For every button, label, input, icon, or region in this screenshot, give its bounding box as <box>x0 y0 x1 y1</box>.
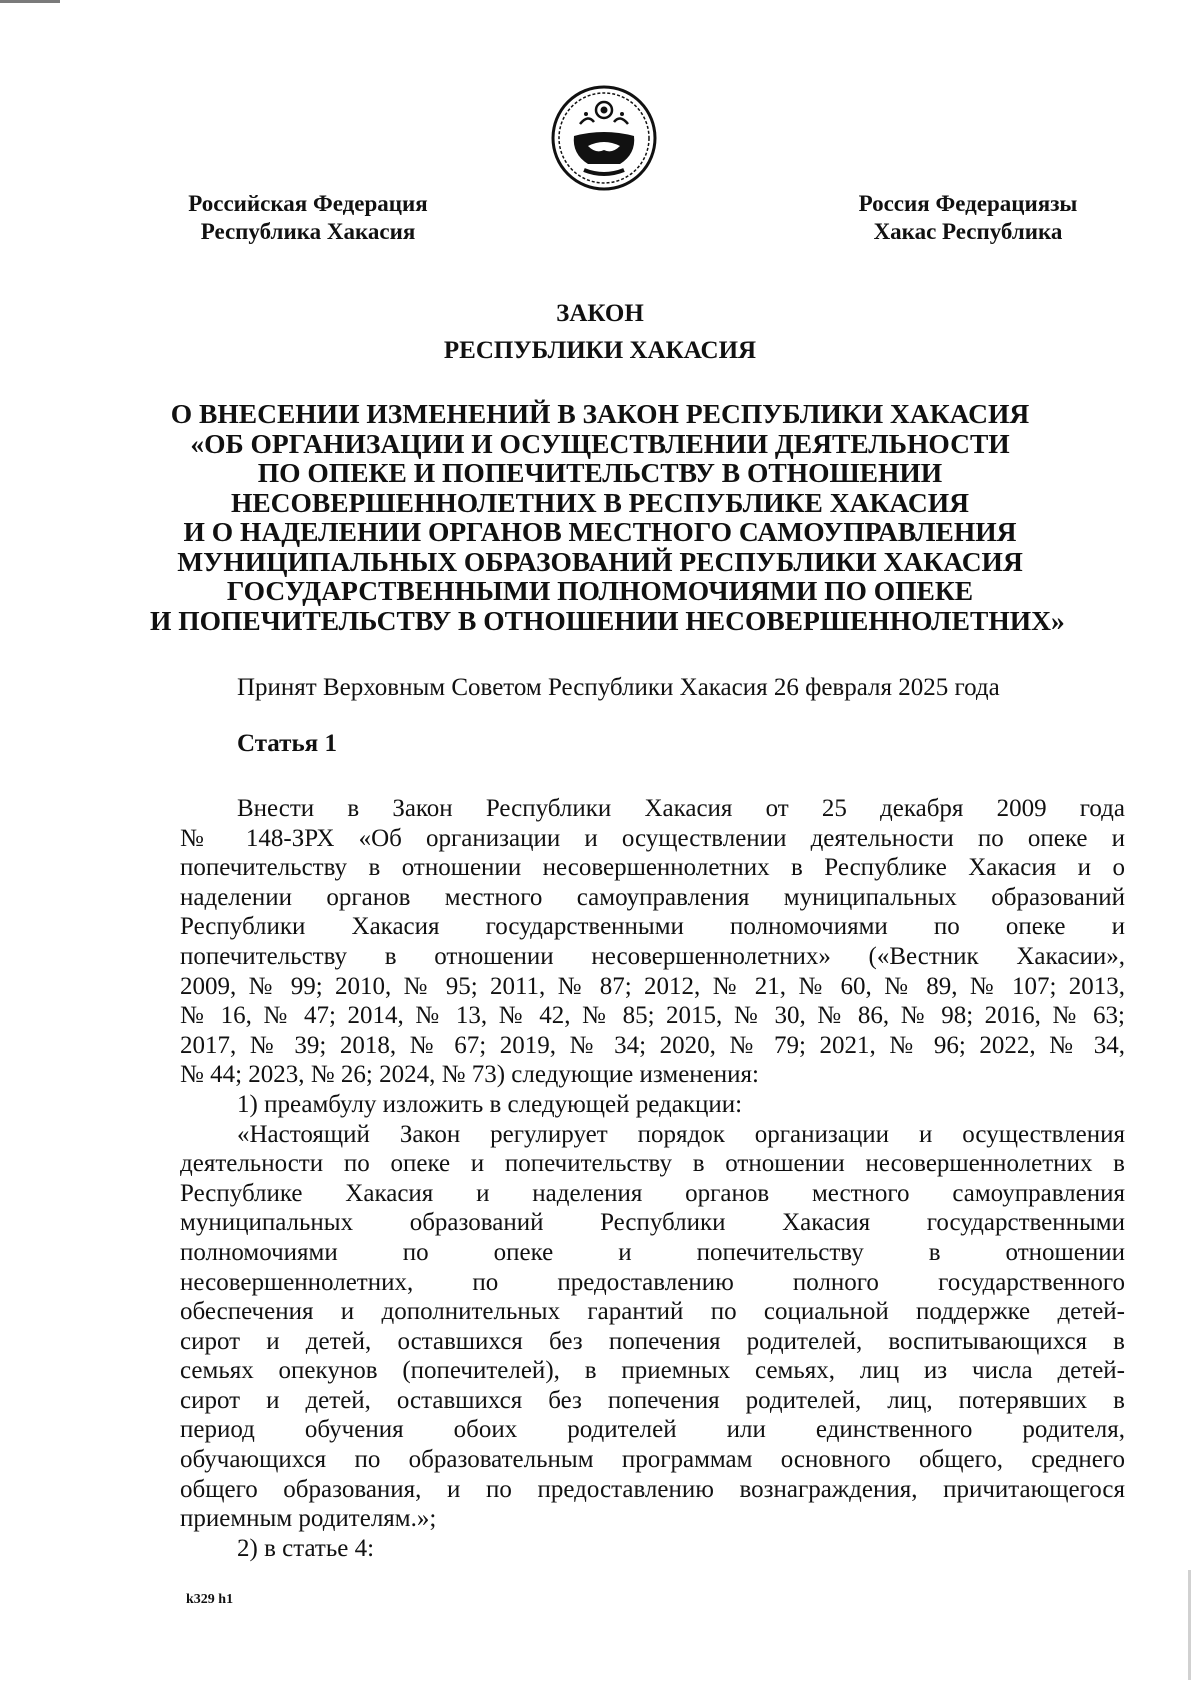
body-line: № 16, № 47; 2014, № 13, № 42, № 85; 2015, № 30, № 86, № 98; 2016, № 63; <box>180 1002 1125 1030</box>
scan-artifact <box>1188 1570 1191 1680</box>
body-line: приемным родителям.»; <box>180 1505 437 1533</box>
body-line: общего образования, и по предоставлению вознаграждения, причитающегося <box>180 1475 1125 1503</box>
title-line: О ВНЕСЕНИИ ИЗМЕНЕНИЙ В ЗАКОН РЕСПУБЛИКИ ХАКАСИЯ <box>170 398 1030 429</box>
coat-of-arms-icon <box>550 84 658 192</box>
body-line: № 44; 2023, № 26; 2024, № 73) следующие изменения: <box>180 1061 759 1089</box>
body-line: обеспечения и дополнительных гарантий по социальной поддержке детей- <box>180 1298 1125 1326</box>
header-left-republic: Республика Хакасия <box>200 219 416 244</box>
body-line: полномочиями по опеке и попечительству в отношении <box>180 1238 1125 1266</box>
body-line: № 148-ЗРХ «Об организации и осуществлении деятельности по опеке и <box>180 824 1125 852</box>
title-line: И ПОПЕЧИТЕЛЬСТВУ В ОТНОШЕНИИ НЕСОВЕРШЕННОЛЕТНИХ» <box>150 604 1065 636</box>
body-line: наделении органов местного самоуправления муниципальных образований <box>180 883 1125 911</box>
body-line: сирот и детей, оставшихся без попечения родителей, воспитывающихся в <box>180 1327 1125 1355</box>
article-body <box>180 794 1125 1563</box>
header-right-country: Россия Федерациязы <box>858 191 1078 216</box>
law-heading: ЗАКОН <box>556 300 644 327</box>
body-line: «Настоящий Закон регулирует порядок организации и осуществления <box>237 1120 1125 1148</box>
adoption-note: Принят Верховным Советом Республики Хакасия 26 февраля 2025 года <box>237 674 1000 701</box>
title-line: ПО ОПЕКЕ И ПОПЕЧИТЕЛЬСТВУ В ОТНОШЕНИИ <box>257 457 943 488</box>
header-right <box>838 190 1098 246</box>
body-line: Республики Хакасия государственными полномочиями по опеке и <box>180 913 1125 941</box>
body-line: попечительству в отношении несовершеннолетних» («Вестник Хакасии», <box>180 942 1125 970</box>
body-line: несовершеннолетних, по предоставлению полного государственного <box>180 1268 1125 1296</box>
body-line: попечительству в отношении несовершеннолетних в Республике Хакасия и о <box>180 854 1125 882</box>
title-line: И О НАДЕЛЕНИИ ОРГАНОВ МЕСТНОГО САМОУПРАВЛЕНИЯ <box>183 516 1017 547</box>
body-line: период обучения обоих родителей или единственного родителя, <box>180 1416 1125 1444</box>
document-code: k329 h1 <box>186 1592 234 1607</box>
body-line: деятельности по опеке и попечительству в отношении несовершеннолетних в <box>180 1150 1125 1178</box>
body-line: 2009, № 99; 2010, № 95; 2011, № 87; 2012, № 21, № 60, № 89, № 107; 2013, <box>180 972 1125 1000</box>
body-line: семьях опекунов (попечителей), в приемных семьях, лиц из числа детей- <box>180 1357 1125 1385</box>
title-line: МУНИЦИПАЛЬНЫХ ОБРАЗОВАНИЙ РЕСПУБЛИКИ ХАКАСИЯ <box>177 545 1023 577</box>
body-line: сирот и детей, оставшихся без попечения родителей, лиц, потерявших в <box>180 1386 1125 1414</box>
title-line: «ОБ ОРГАНИЗАЦИИ И ОСУЩЕСТВЛЕНИИ ДЕЯТЕЛЬНОСТИ <box>190 427 1010 459</box>
scan-artifact <box>0 0 60 3</box>
body-line: Республике Хакасия и наделения органов местного самоуправления <box>180 1179 1125 1207</box>
body-line: муниципальных образований Республики Хакасия государственными <box>180 1209 1125 1237</box>
law-republic: РЕСПУБЛИКИ ХАКАСИЯ <box>443 337 757 364</box>
title-line: НЕСОВЕРШЕННОЛЕТНИХ В РЕСПУБЛИКЕ ХАКАСИЯ <box>230 486 970 518</box>
article-heading: Статья 1 <box>237 730 337 757</box>
body-line: обучающихся по образовательным программам основного общего, среднего <box>180 1446 1125 1474</box>
title-line: ГОСУДАРСТВЕННЫМИ ПОЛНОМОЧИЯМИ ПО ОПЕКЕ <box>226 575 974 606</box>
header-right-republic: Хакас Республика <box>873 219 1063 244</box>
body-line: 1) преамбулу изложить в следующей редакции: <box>237 1090 743 1118</box>
body-line: 2017, № 39; 2018, № 67; 2019, № 34; 2020, № 79; 2021, № 96; 2022, № 34, <box>180 1031 1125 1059</box>
body-line: 2) в статье 4: <box>237 1534 375 1562</box>
header-left <box>168 190 448 246</box>
law-title <box>150 398 1065 636</box>
header-left-country: Российская Федерация <box>188 191 428 216</box>
body-line: Внести в Закон Республики Хакасия от 25 декабря 2009 года <box>237 795 1125 822</box>
